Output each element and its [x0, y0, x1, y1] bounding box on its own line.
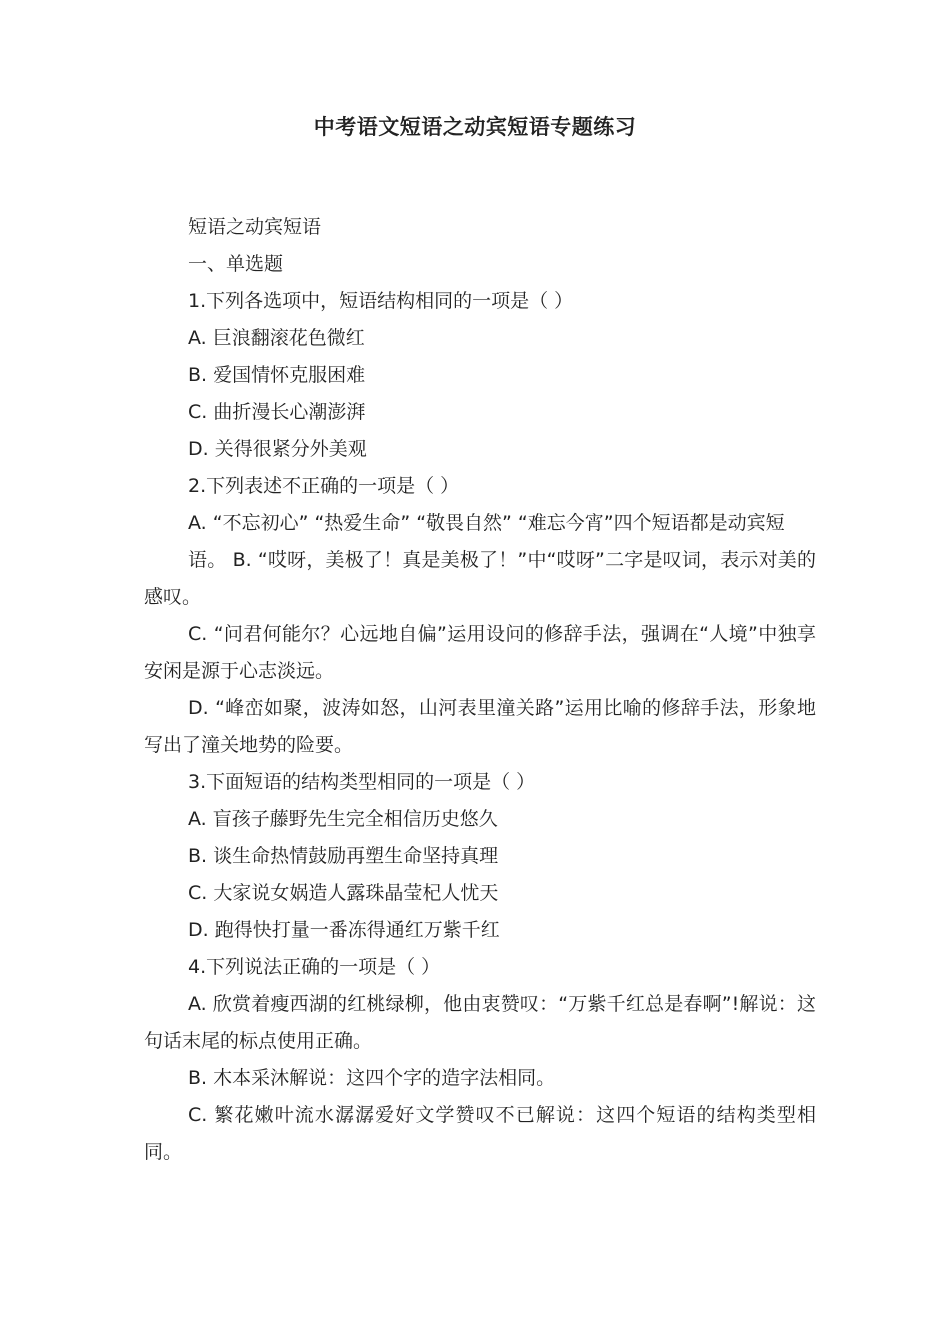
document-title: 中考语文短语之动宾短语专题练习 — [313, 115, 637, 139]
question-4-option-a: A. 欣赏着瘦西湖的红桃绿柳，他由衷赞叹：“万紫千红总是春啊”!解说：这句话末尾的标点使用正确。 — [144, 993, 816, 1052]
question-3-option-a: A. 盲孩子藤野先生完全相信历史悠久 — [188, 808, 498, 830]
question-1-option-d: D. 关得很紧分外美观 — [188, 438, 367, 460]
question-2: 2.下列表述不正确的一项是（ ） — [188, 475, 460, 497]
question-1-option-c: C. 曲折漫长心潮澎湃 — [188, 401, 366, 423]
section-heading: 短语之动宾短语 — [188, 216, 322, 238]
question-3: 3.下面短语的结构类型相同的一项是（ ） — [188, 771, 536, 793]
question-1-option-b: B. 爱国情怀克服困难 — [188, 364, 366, 386]
question-2-option-b: 语。 B. “哎呀，美极了！真是美极了！”中“哎呀”二字是叹词，表示对美的感叹。 — [144, 549, 816, 608]
question-1: 1.下列各选项中，短语结构相同的一项是（ ） — [188, 290, 574, 312]
document-body — [144, 209, 816, 1171]
question-4-option-c: C. 繁花嫩叶流水潺潺爱好文学赞叹不已解说：这四个短语的结构类型相同。 — [144, 1104, 816, 1163]
question-type-heading: 一、单选题 — [188, 253, 284, 275]
question-2-option-d: D. “峰峦如聚，波涛如怒，山河表里潼关路”运用比喻的修辞手法，形象地写出了潼关地势的险要。 — [144, 697, 816, 756]
question-3-option-c: C. 大家说女娲造人露珠晶莹杞人忧天 — [188, 882, 499, 904]
question-3-option-b: B. 谈生命热情鼓励再塑生命坚持真理 — [188, 845, 499, 867]
question-4-option-b: B. 木本采沐解说：这四个字的造字法相同。 — [188, 1067, 556, 1089]
question-1-option-a: A. 巨浪翻滚花色微红 — [188, 327, 365, 349]
question-3-option-d: D. 跑得快打量一番冻得通红万紫千红 — [188, 919, 500, 941]
question-4: 4.下列说法正确的一项是（ ） — [188, 956, 441, 978]
question-2-option-c: C. “问君何能尔？心远地自偏”运用设问的修辞手法，强调在“人境”中独享安闲是源于心志淡远。 — [144, 623, 816, 682]
question-2-option-a: A. “不忘初心” “热爱生命” “敬畏自然” “难忘今宵”四个短语都是动宾短 — [188, 512, 785, 534]
